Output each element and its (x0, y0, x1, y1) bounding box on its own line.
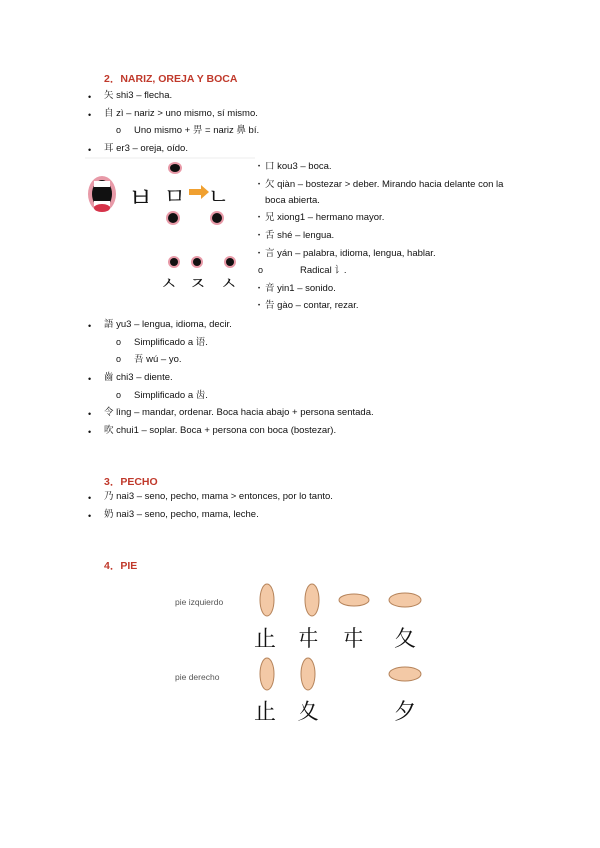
item-yu-sub: Simplificado a 语. (134, 337, 208, 348)
item-radical: Radical 讠. (300, 265, 347, 276)
bullet: • (258, 251, 261, 257)
sub-bullet: o (116, 125, 122, 135)
item-she: 舌 shé – lengua. (265, 230, 335, 241)
jamo-j: ㅈ (189, 274, 207, 295)
pie-glyph-1: 止 (254, 627, 277, 652)
item-wu: 吾 wú – yo. (134, 354, 182, 365)
item-ling: 令 lìng – mandar, ordenar. Boca hacia abajo + persona sentada. (104, 407, 374, 418)
sub-bullet: o (116, 354, 122, 364)
sub-bullet: o (116, 390, 122, 400)
pie-glyph-2: 㐄 (297, 627, 320, 652)
item-chui: 吹 chui1 – soplar. Boca + persona con boca (bostezar). (104, 425, 337, 436)
jamo-n: ㄴ (208, 185, 230, 210)
section-title-pecho: 3．PECHO (104, 476, 158, 488)
item-yin: 音 yin1 – sonido. (265, 283, 336, 294)
item-qian: 欠 qiàn – bostezar > deber. Mirando hacia delante con la (265, 179, 504, 190)
label-pie-izquierdo: pie izquierdo (175, 597, 224, 607)
bullet: • (88, 511, 92, 521)
section-title-pie: 4．PIE (104, 560, 138, 572)
label-pie-derecho: pie derecho (175, 672, 220, 682)
bullet: • (88, 321, 92, 331)
jamo-s2: ㅅ (220, 274, 238, 295)
pie-glyph-3: 㐄 (342, 627, 365, 652)
bullet: • (88, 92, 92, 102)
pie-glyph-7: 夕 (394, 700, 417, 725)
bullet: • (258, 164, 261, 170)
section-title-nariz: 2．NARIZ, OREJA Y BOCA (104, 73, 238, 85)
bullet: • (88, 409, 92, 419)
item-shi: 矢 shi3 – flecha. (104, 90, 173, 101)
bullet: • (258, 286, 261, 292)
sub-bullet: o (116, 337, 122, 347)
bullet: • (258, 215, 261, 221)
bullet: • (258, 182, 261, 188)
jamo-b: ㅂ (128, 184, 154, 214)
bullet: • (258, 303, 261, 309)
jamo-m: ㅁ (164, 185, 186, 210)
item-nai-1: 乃 nai3 – seno, pecho, mama > entonces, por lo tanto. (104, 491, 333, 502)
bullet: • (88, 145, 92, 155)
item-yan: 言 yán – palabra, idioma, lengua, hablar. (265, 248, 436, 259)
item-qian-cont: boca abierta. (265, 195, 320, 206)
item-yu: 語 yu3 – lengua, idioma, decir. (104, 319, 232, 330)
item-kou: 口 kou3 – boca. (265, 161, 332, 172)
item-nai-2: 奶 nai3 – seno, pecho, mama, leche. (104, 509, 259, 520)
item-xiong: 兄 xiong1 – hermano mayor. (265, 212, 385, 223)
pie-glyph-5: 止 (254, 700, 277, 725)
bullet: • (88, 374, 92, 384)
item-gao: 告 gào – contar, rezar. (265, 300, 359, 311)
item-zi: 自 zì – nariz > uno mismo, sí mismo. (104, 108, 258, 119)
jamo-s: ㅅ (160, 274, 178, 295)
bullet: • (88, 493, 92, 503)
bullet: • (88, 427, 92, 437)
item-er: 耳 er3 – oreja, oído. (104, 143, 188, 154)
pie-glyph-6: 夊 (297, 700, 320, 725)
bullet: • (88, 110, 92, 120)
item-zi-sub: Uno mismo + 畀 = nariz 鼻 bí. (134, 125, 260, 136)
sub-bullet: o (258, 265, 264, 275)
pie-glyph-4: 夂 (394, 627, 417, 652)
item-chi: 齒 chi3 – diente. (104, 372, 173, 383)
item-chi-sub: Simplificado a 齿. (134, 390, 208, 401)
bullet: • (258, 233, 261, 239)
